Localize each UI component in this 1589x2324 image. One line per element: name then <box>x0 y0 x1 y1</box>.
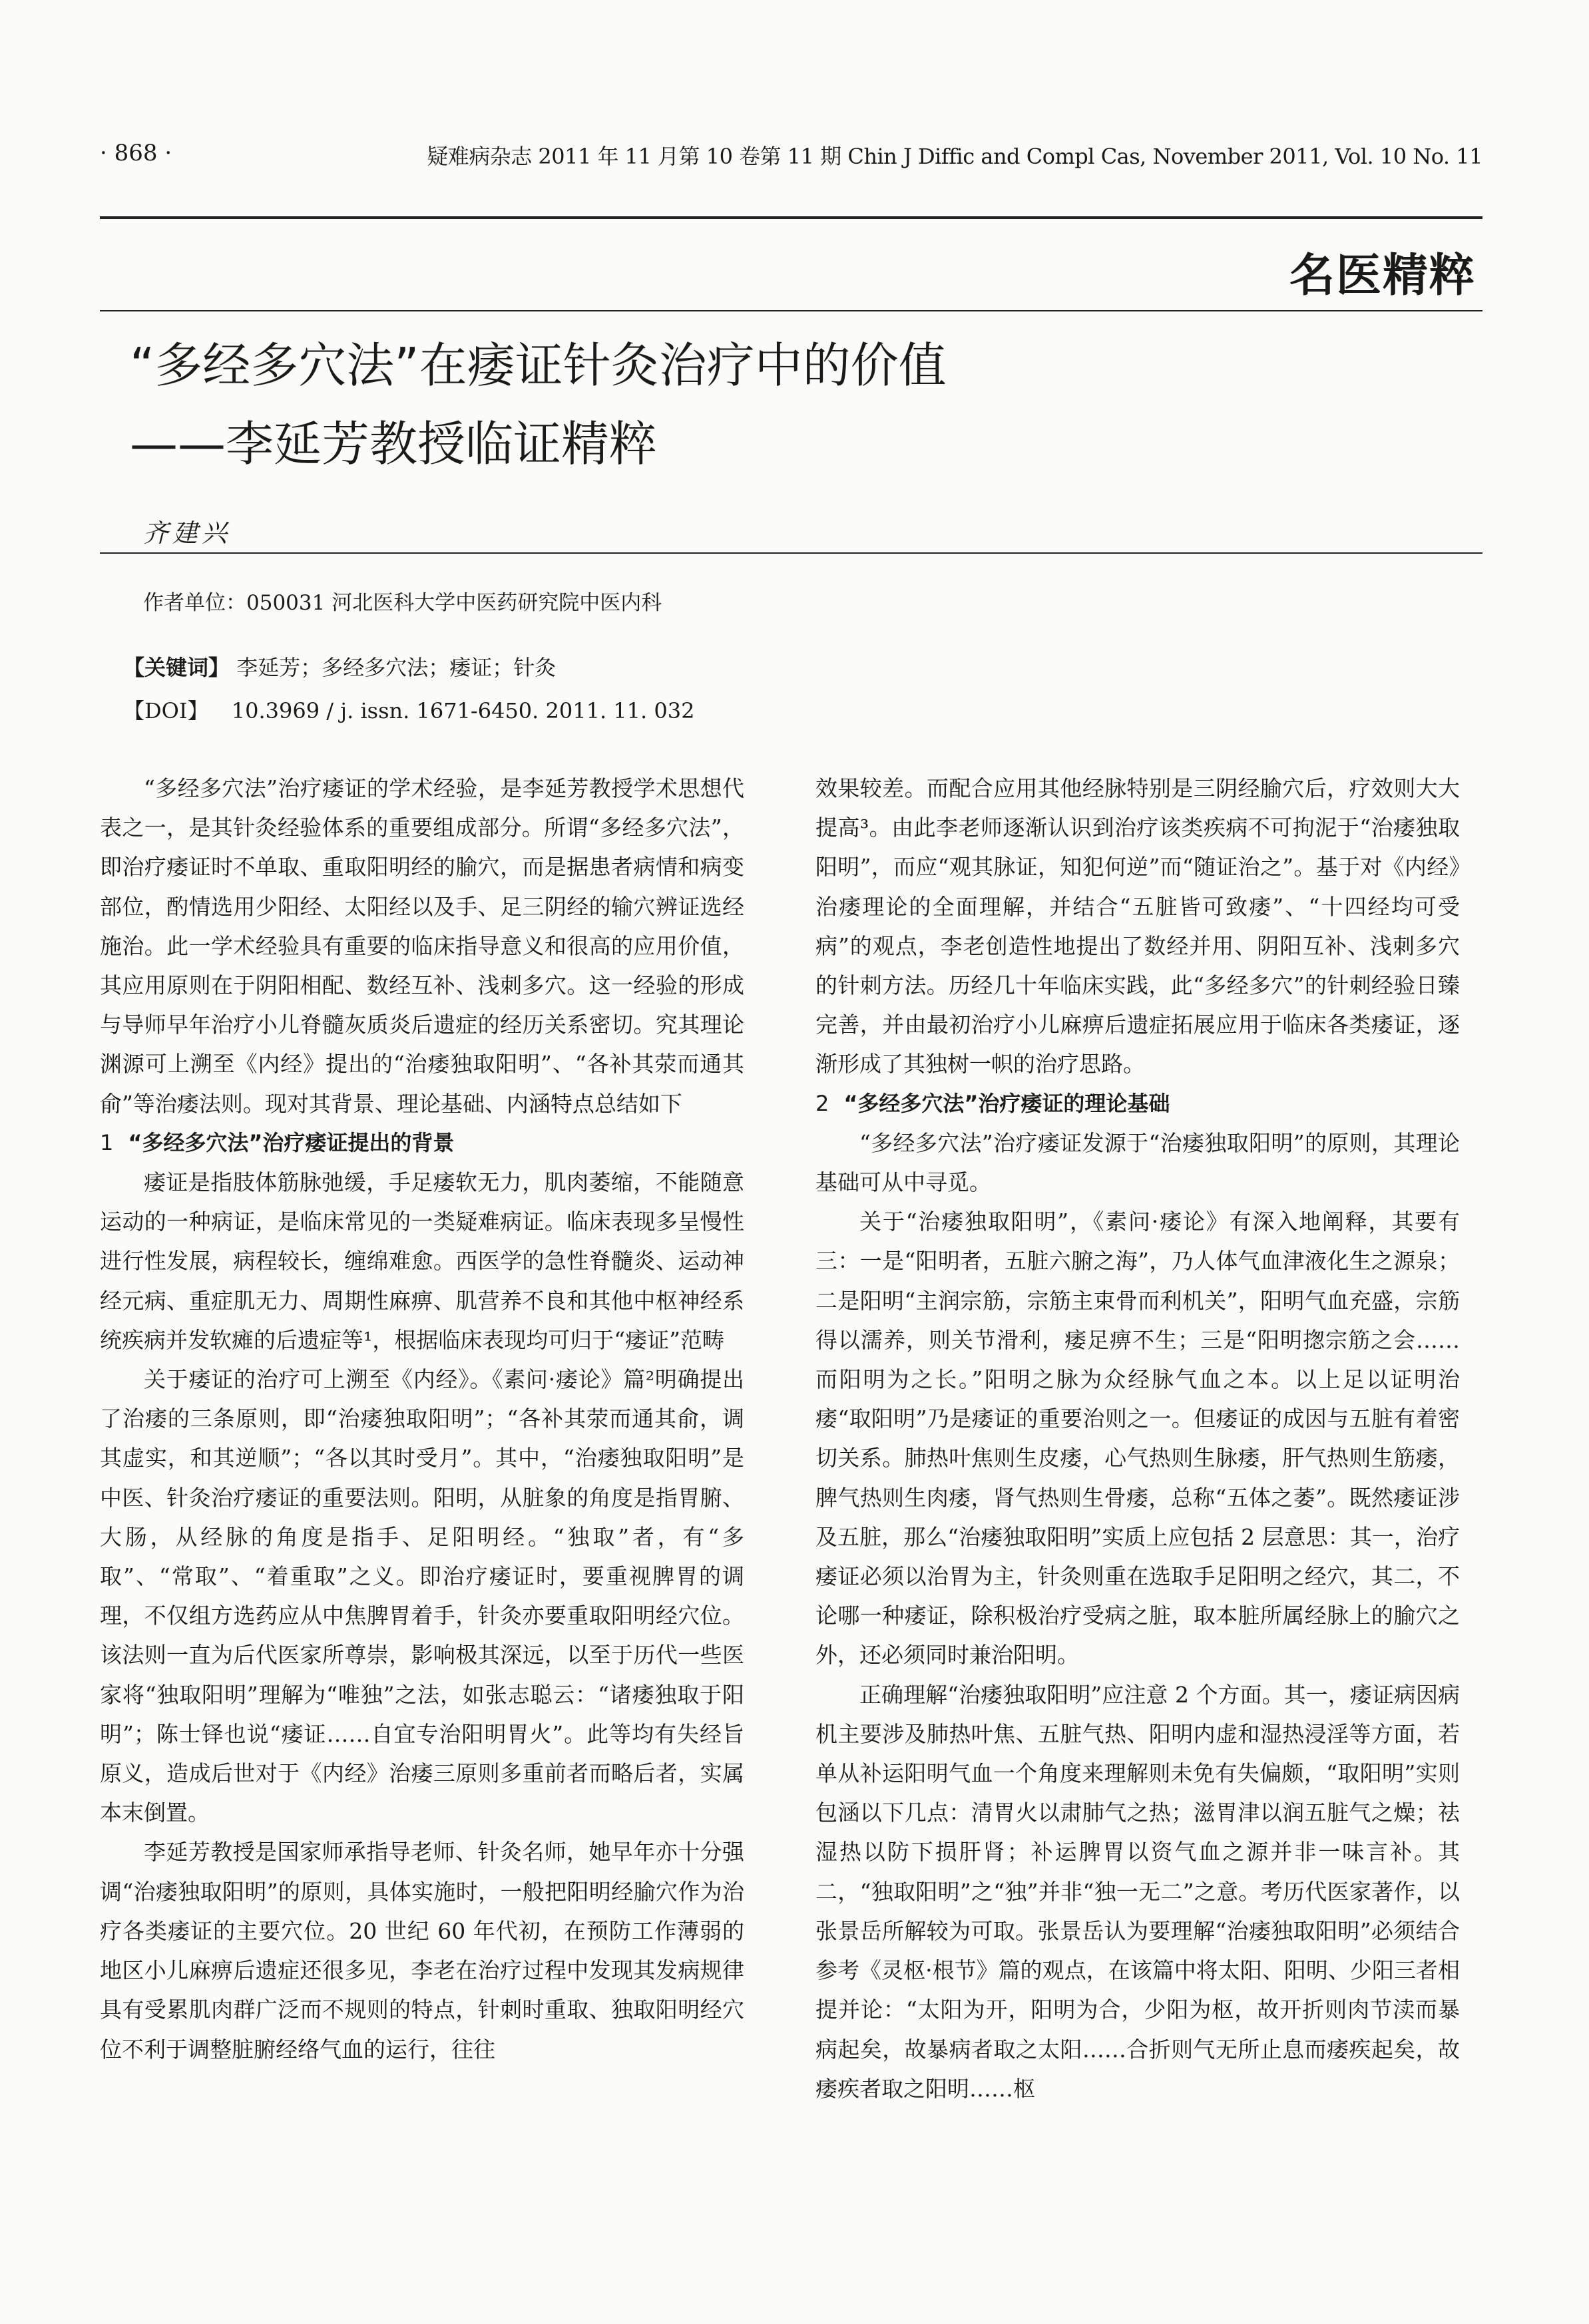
doi <box>123 694 694 725</box>
paragraph: 效果较差。而配合应用其他经脉特别是三阴经腧穴后，疗效则大大提高³。由此李老师逐渐认识到治疗该类疾病不可拘泥于“治痿独取阳明”，而应“观其脉证，知犯何逆”而“随证治之”。基于对《内经》治痿理论的全面理解，并结合“五脏皆可致痿”、“十四经均可受病”的观点，李老创造性地提出了数经并用、阴阳互补、浅刺多穴的针刺方法。历经几十年临床实践，此“多经多穴”的针刺经验日臻完善，并由最初治疗小儿麻痹后遗症拓展应用于临床各类痿证，逐渐形成了其独树一帜的治疗思路。 <box>815 775 1460 1077</box>
author-affiliation: 作者单位：050031 河北医科大学中医药研究院中医内科 <box>143 591 662 615</box>
page-number: · 868 · <box>100 140 172 166</box>
keywords <box>123 651 556 681</box>
column-tag: 名医精粹 <box>1289 250 1476 302</box>
title-line-2: ——李延芳教授临证精粹 <box>130 416 658 472</box>
section-rule <box>100 310 1482 311</box>
paragraph: “多经多穴法”治疗痿证发源于“治痿独取阳明”的原则，其理论基础可从中寻觅。 <box>815 1129 1460 1196</box>
section-1-heading <box>100 1123 744 1163</box>
header-rule <box>100 216 1482 219</box>
intro-paragraph: “多经多穴法”治疗痿证的学术经验，是李延芳教授学术思想代表之一，是其针灸经验体系的重要组成部分。所谓“多经多穴法”，即治疗痿证时不单取、重取阳明经的腧穴，而是据患者病情和病变部位，酌情选用少阳经、太阳经以及手、足三阴经的输穴辨证选经施治。此一学术经验具有重要的临床指导意义和很高的应用价值，其应用原则在于阴阳相配、数经互补、浅刺多穴。这一经验的形成与导师早年治疗小儿脊髓灰质炎后遗症的经历关系密切。究其理论渊源可上溯至《内经》提出的“治痿独取阳明”、“各补其荥而通其俞”等治痿法则。现对其背景、理论基础、内涵特点总结如下 <box>100 775 744 1117</box>
paragraph: 关于痿证的治疗可上溯至《内经》。《素问·痿论》篇²明确提出了治痿的三条原则，即“治痿独取阳明”；“各补其荥而通其俞，调其虚实，和其逆顺”；“各以其时受月”。其中，“治痿独取阳明”是中医、针灸治疗痿证的重要法则。阳明，从脏象的角度是指胃腑、大肠，从经脉的角度是指手、足阳明经。“独取”者，有“多取”、“常取”、“着重取”之义。即治疗痿证时，要重视脾胃的调理，不仅组方选药应从中焦脾胃着手，针灸亦要重取阳明经穴位。该法则一直为后代医家所尊崇，影响极其深远，以至于历代一些医家将“独取阳明”理解为“唯独”之法，如张志聪云：“诸痿独取于阳明”；陈士铎也说“痿证……自宜专治阳明胃火”。此等均有失经旨原义，造成后世对于《内经》治痿三原则多重前者而略后者，实属本末倒置。 <box>100 1366 744 1826</box>
doi-label: 【DOI】 <box>123 698 209 723</box>
author-rule <box>100 552 1482 554</box>
journal-header: 疑难病杂志 2011 年 11 月第 10 卷第 11 期 Chin J Diffic and Compl Cas, November 2011, Vol. 10 No. 11 <box>427 144 1482 169</box>
section-1-number: 1 <box>100 1129 114 1155</box>
section-2-title: “多经多穴法”治疗痿证的理论基础 <box>843 1090 1170 1116</box>
paragraph: 正确理解“治痿独取阳明”应注意 2 个方面。其一，痿证病因病机主要涉及肺热叶焦、五脏气热、阳明内虚和湿热浸淫等方面，若单从补运阳明气血一个角度来理解则未免有失偏颇，“取阳明”实则包涵以下几点：清胃火以肃肺气之热；滋胃津以润五脏气之燥；祛湿热以防下损肝肾；补运脾胃以资气血之源并非一味言补。其二，“独取阳明”之“独”并非“独一无二”之意。考历代医家著作，以张景岳所解较为可取。张景岳认为要理解“治痿独取阳明”必须结合参考《灵枢·根节》篇的观点，在该篇中将太阳、阳明、少阳三者相提并论：“太阳为开，阳明为合，少阳为枢，故开折则肉节渎而暴病起矣，故暴病者取之太阳……合折则气无所止息而痿疾起矣，故痿疾者取之阳明……枢 <box>815 1681 1460 2102</box>
paragraph: 李延芳教授是国家师承指导老师、针灸名师，她早年亦十分强调“治痿独取阳明”的原则，具体实施时，一般把阳明经腧穴作为治疗各类痿证的主要穴位。20 世纪 60 年代初，在预防工作薄弱的地区小儿麻痹后遗症还很多见，李老在治疗过程中发现其发病规律具有受累肌肉群广泛而不规则的特点，针刺时重取、独取阳明经穴位不利于调整脏腑经络气血的运行，往往 <box>100 1839 744 2062</box>
paragraph: 关于“治痿独取阳明”，《素问·痿论》有深入地阐释，其要有三：一是“阳明者，五脏六腑之海”，乃人体气血津液化生之源泉；二是阳明“主润宗筋，宗筋主束骨而利机关”，阳明气血充盛，宗筋得以濡养，则关节滑利，痿足痹不生；三是“阳明揔宗筋之会……而阳明为之长。”阳明之脉为众经脉气血之本。以上足以证明治痿“取阳明”乃是痿证的重要治则之一。但痿证的成因与五脏有着密切关系。肺热叶焦则生皮痿，心气热则生脉痿，肝气热则生筋痿，脾气热则生肉痿，肾气热则生骨痿，总称“五体之萎”。既然痿证涉及五脏，那么“治痿独取阳明”实质上应包括 2 层意思：其一，治疗痿证必须以治胃为主，针灸则重在选取手足阳明之经穴，其二，不论哪一种痿证，除积极治疗受病之脏，取本脏所属经脉上的腧穴之外，还必须同时兼治阳明。 <box>815 1209 1460 1668</box>
left-column <box>100 769 744 2069</box>
right-column <box>815 769 1460 2108</box>
section-2-heading <box>815 1084 1460 1123</box>
paragraph: 痿证是指肢体筋脉弛缓，手足痿软无力，肌肉萎缩，不能随意运动的一种病证，是临床常见的一类疑难病证。临床表现多呈慢性进行性发展，病程较长，缠绵难愈。西医学的急性脊髓炎、运动神经元病、重症肌无力、周期性麻痹、肌营养不良和其他中枢神经系统疾病并发软瘫的后遗症等¹，根据临床表现均可归于“痿证”范畴 <box>100 1169 744 1353</box>
article-title <box>130 326 947 483</box>
title-line-1: “多经多穴法”在痿证针灸治疗中的价值 <box>130 337 947 393</box>
doi-text: 10.3969 / j. issn. 1671-6450. 2011. 11. 032 <box>231 698 695 723</box>
author-name: 齐建兴 <box>143 518 232 548</box>
keywords-label: 【关键词】 <box>123 655 230 680</box>
section-1-title: “多经多穴法”治疗痿证提出的背景 <box>128 1129 455 1155</box>
section-2-number: 2 <box>815 1090 829 1116</box>
keywords-text: 李延芳；多经多穴法；痿证；针灸 <box>236 655 557 680</box>
